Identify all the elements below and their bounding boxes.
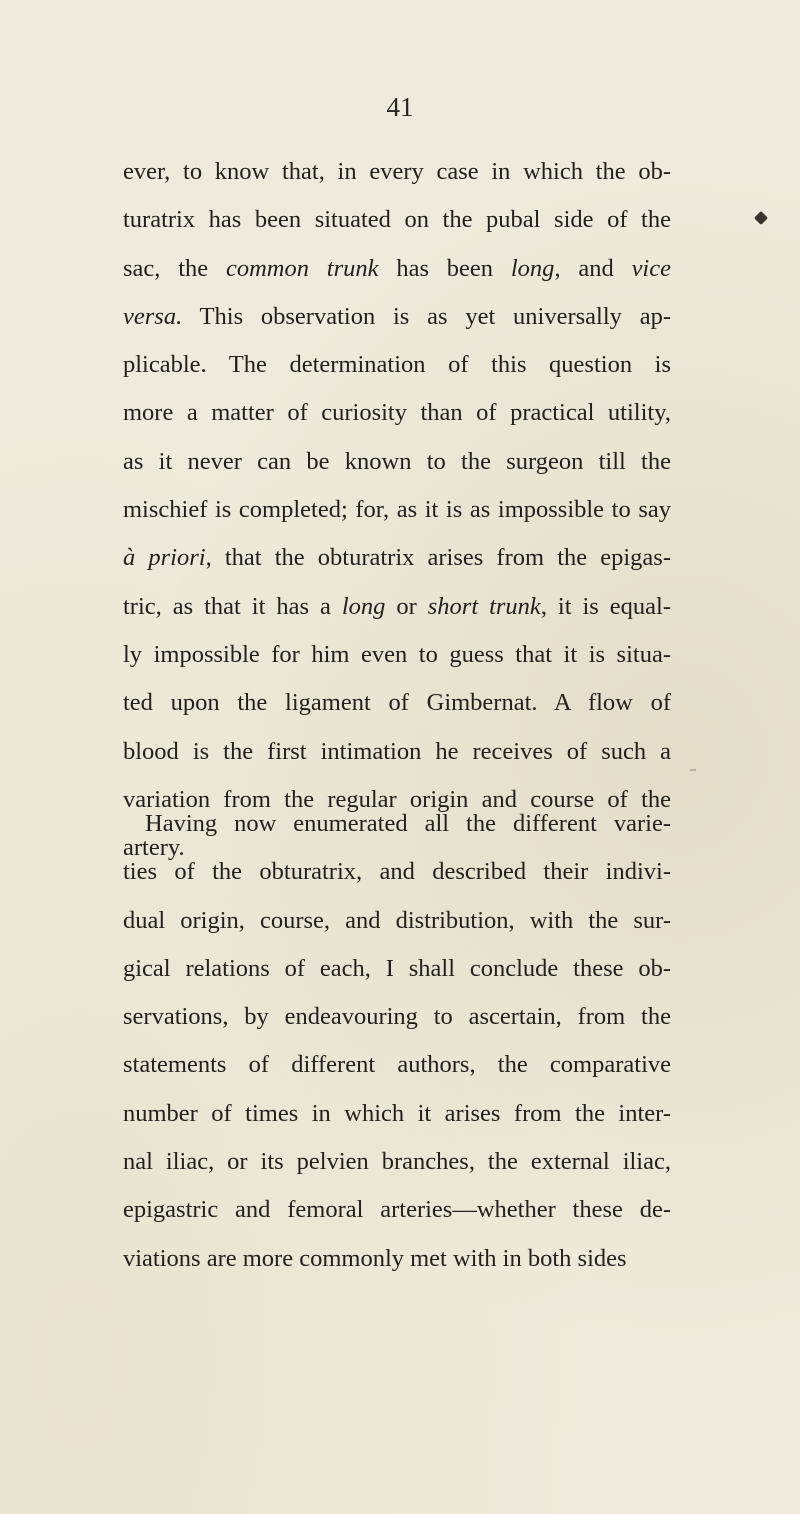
text-line — [123, 196, 671, 244]
text-run: ties of the obturatrix, and described their indivi- — [123, 858, 671, 886]
text-line — [123, 245, 671, 293]
italic-text-run: common trunk — [225, 254, 379, 282]
text-run: mischief is completed; for, as it is as impossible to say — [123, 496, 671, 524]
text-run: as it never can be known to the surgeon till the — [123, 447, 671, 475]
text-line — [123, 1041, 671, 1089]
text-run: variation from the regular origin and course of the — [123, 785, 671, 813]
text-run: sac, the — [123, 254, 226, 282]
italic-text-run: short trunk — [427, 592, 541, 620]
text-run: This observation is as yet universally ap- — [182, 302, 671, 330]
text-run: , it is equal- — [540, 592, 671, 620]
text-line — [123, 341, 671, 389]
text-line — [123, 800, 671, 848]
text-run: viations are more commonly met with in both sides — [123, 1244, 627, 1272]
text-line — [123, 293, 671, 341]
text-run: more a matter of curiosity than of practical utility, — [123, 399, 671, 427]
text-line — [123, 389, 671, 437]
text-line — [123, 148, 671, 196]
italic-text-run: long — [510, 254, 555, 282]
text-line — [123, 534, 671, 582]
text-line — [123, 1235, 671, 1283]
text-line — [123, 583, 671, 631]
text-run: dual origin, course, and distribution, with the sur- — [123, 906, 671, 934]
text-run: epigastric and femoral arteries—whether these de- — [123, 1196, 671, 1224]
text-line — [123, 945, 671, 993]
text-run: or — [385, 592, 428, 620]
text-run: , and — [554, 254, 632, 282]
text-line — [123, 631, 671, 679]
text-run: servations, by endeavouring to ascertain, from the — [123, 1003, 671, 1031]
text-line — [123, 1186, 671, 1234]
text-line — [123, 897, 671, 945]
text-line — [123, 438, 671, 486]
text-line — [123, 1138, 671, 1186]
text-line — [123, 1090, 671, 1138]
paper-speck — [690, 769, 696, 771]
text-line — [123, 679, 671, 727]
text-run: nal iliac, or its pelvien branches, the external iliac, — [123, 1148, 671, 1176]
paragraph-2 — [123, 800, 671, 1283]
text-run: has been — [378, 254, 511, 282]
text-line — [123, 848, 671, 896]
text-run: number of times in which it arises from the inter- — [123, 1099, 671, 1127]
italic-text-run: à priori — [123, 544, 206, 572]
text-run: turatrix has been situated on the pubal side of the — [123, 206, 671, 234]
paragraph-1 — [123, 148, 671, 872]
text-run: , that the obturatrix arises from the epigas- — [205, 544, 672, 572]
text-run: statements of different authors, the comparative — [123, 1051, 671, 1079]
text-run: artery. — [123, 834, 185, 862]
text-run: Having now enumerated all the different varie- — [145, 810, 671, 837]
text-run: plicable. The determination of this question is — [123, 351, 671, 379]
text-run: tric, as that it has a — [123, 592, 342, 620]
text-line — [123, 993, 671, 1041]
text-line — [123, 728, 671, 776]
text-run: ted upon the ligament of Gimbernat. A flow of — [123, 689, 671, 717]
italic-text-run: vice — [631, 254, 671, 282]
italic-text-run: versa. — [123, 302, 183, 330]
italic-text-run: long — [341, 592, 386, 620]
text-run: ly impossible for him even to guess that it is situa- — [123, 640, 671, 668]
text-run: ever, to know that, in every case in which the ob- — [123, 158, 671, 185]
page-number: 41 — [386, 92, 414, 122]
text-run: gical relations of each, I shall conclude these ob- — [123, 954, 671, 982]
margin-ink-mark — [754, 211, 768, 225]
text-run: blood is the first intimation he receives of such a — [123, 737, 671, 765]
text-line — [123, 486, 671, 534]
